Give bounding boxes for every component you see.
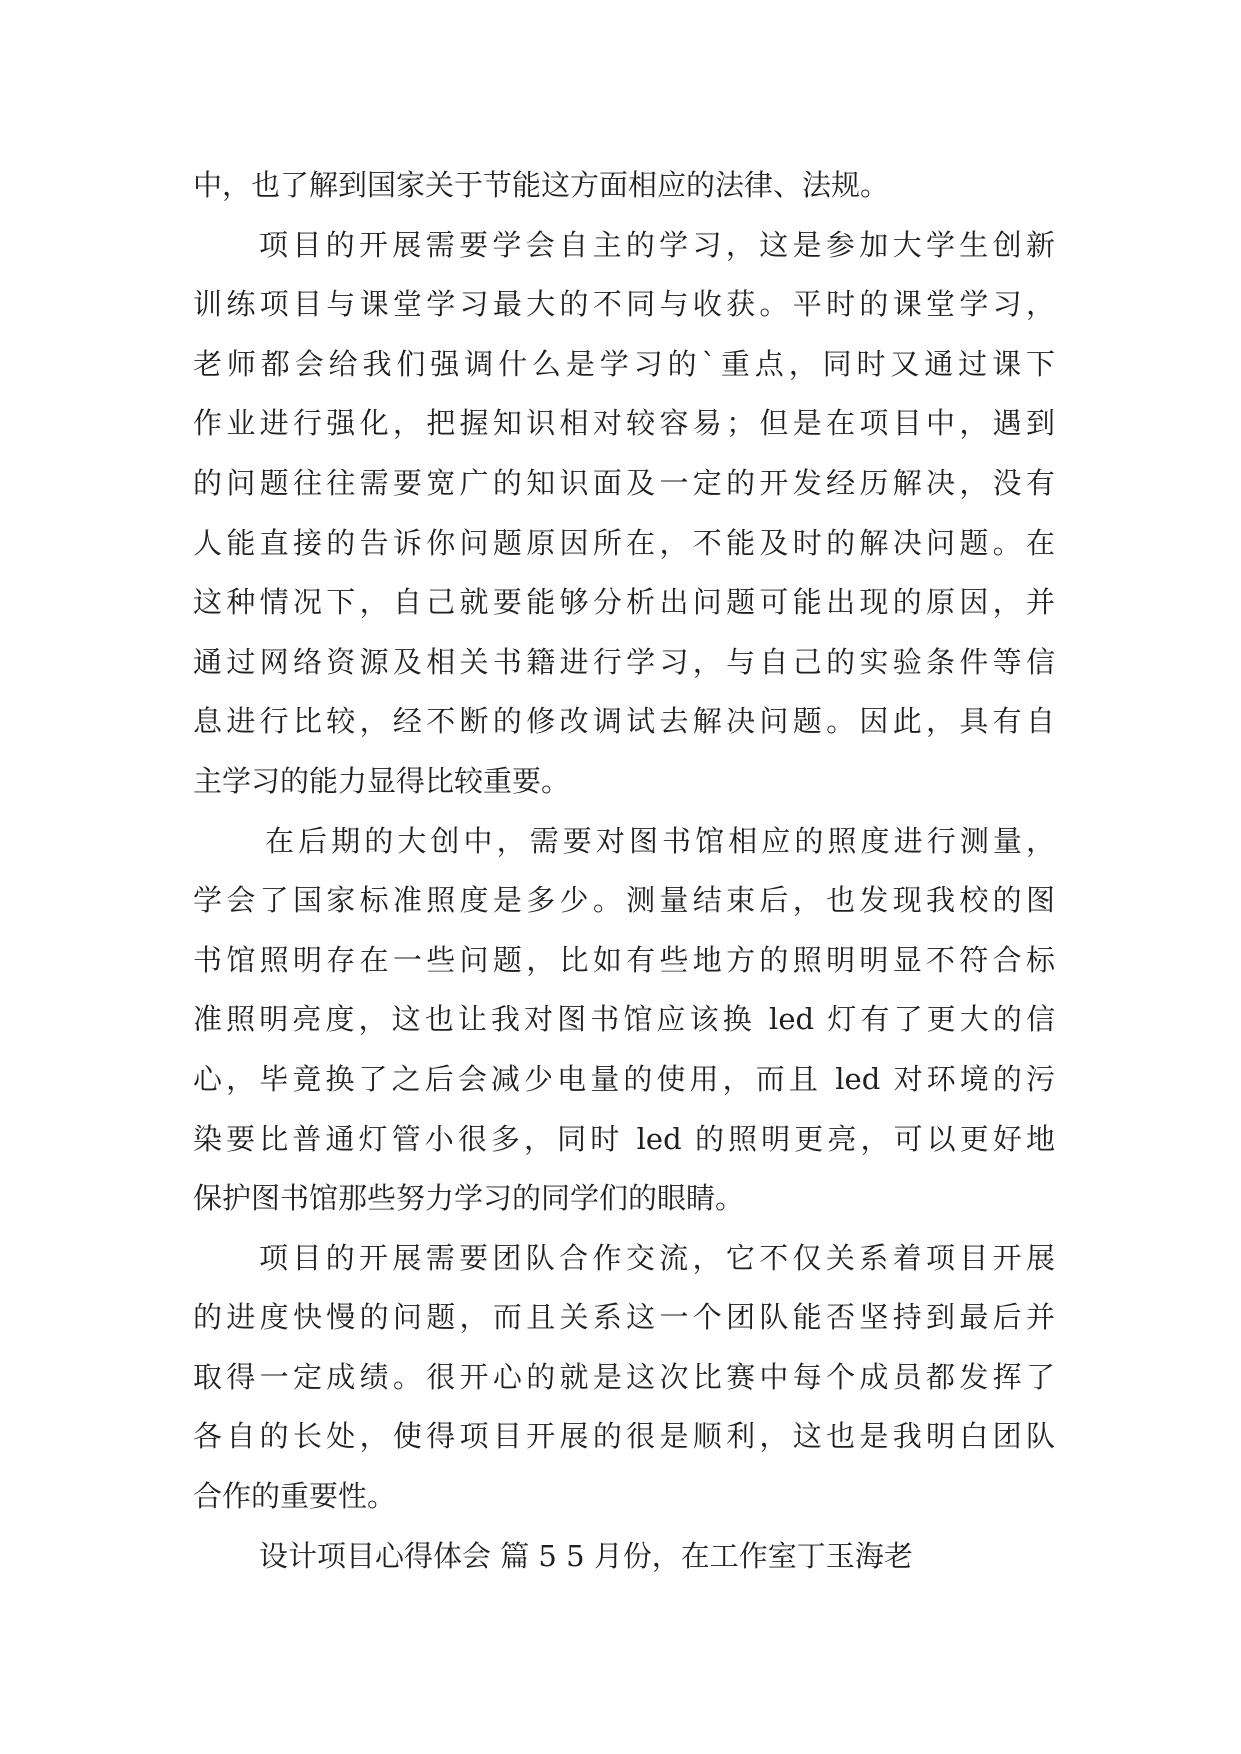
text-line: 设计项目心得体会 篇 5 5 月份，在工作室丁玉海老 — [259, 1538, 913, 1573]
text-line: 作业进行强化，把握知识相对较容易；但是在项目中，遇到 — [193, 406, 1055, 441]
text-line: 训练项目与课堂学习最大的不同与收获。平时的课堂学习， — [193, 287, 1055, 322]
text-line: 心，毕竟换了之后会减少电量的使用，而且 led 对环境的污 — [193, 1061, 1055, 1096]
text-line: 各自的长处，使得项目开展的很是顺利，这也是我明白团队 — [193, 1419, 1055, 1454]
text-line: 项目的开展需要学会自主的学习，这是参加大学生创新 — [259, 227, 1055, 262]
text-line: 息进行比较，经不断的修改调试去解决问题。因此，具有自 — [193, 704, 1055, 739]
text-line: 书馆照明存在一些问题，比如有些地方的照明明显不符合标 — [193, 942, 1055, 977]
text-line: 保护图书馆那些努力学习的同学们的眼睛。 — [193, 1181, 745, 1216]
text-line: 中，也了解到国家关于节能这方面相应的法律、法规。 — [193, 168, 890, 202]
text-line: 这种情况下，自己就要能够分析出问题可能出现的原因，并 — [193, 585, 1055, 620]
text-line: 的问题往往需要宽广的知识面及一定的开发经历解决，没有 — [193, 465, 1055, 500]
text-line: 主学习的能力显得比较重要。 — [193, 763, 571, 798]
text-line: 在后期的大创中，需要对图书馆相应的照度进行测量， — [265, 823, 1055, 858]
text-line: 合作的重要性。 — [193, 1479, 397, 1514]
text-line: 取得一定成绩。很开心的就是这次比赛中每个成员都发挥了 — [193, 1359, 1055, 1394]
text-line: 学会了国家标准照度是多少。测量结束后，也发现我校的图 — [193, 883, 1055, 918]
text-line: 准照明亮度，这也让我对图书馆应该换 led 灯有了更大的信 — [193, 1002, 1055, 1037]
text-line: 染要比普通灯管小很多，同时 led 的照明更亮，可以更好地 — [193, 1121, 1055, 1156]
text-line: 通过网络资源及相关书籍进行学习，与自己的实验条件等信 — [193, 644, 1055, 679]
text-line: 人能直接的告诉你问题原因所在，不能及时的解决问题。在 — [193, 525, 1055, 560]
text-line: 老师都会给我们强调什么是学习的`重点，同时又通过课下 — [193, 346, 1055, 381]
text-line: 的进度快慢的问题，而且关系这一个团队能否坚持到最后并 — [193, 1300, 1055, 1335]
document-body — [193, 156, 1055, 1586]
text-line: 项目的开展需要团队合作交流，它不仅关系着项目开展 — [259, 1240, 1055, 1275]
